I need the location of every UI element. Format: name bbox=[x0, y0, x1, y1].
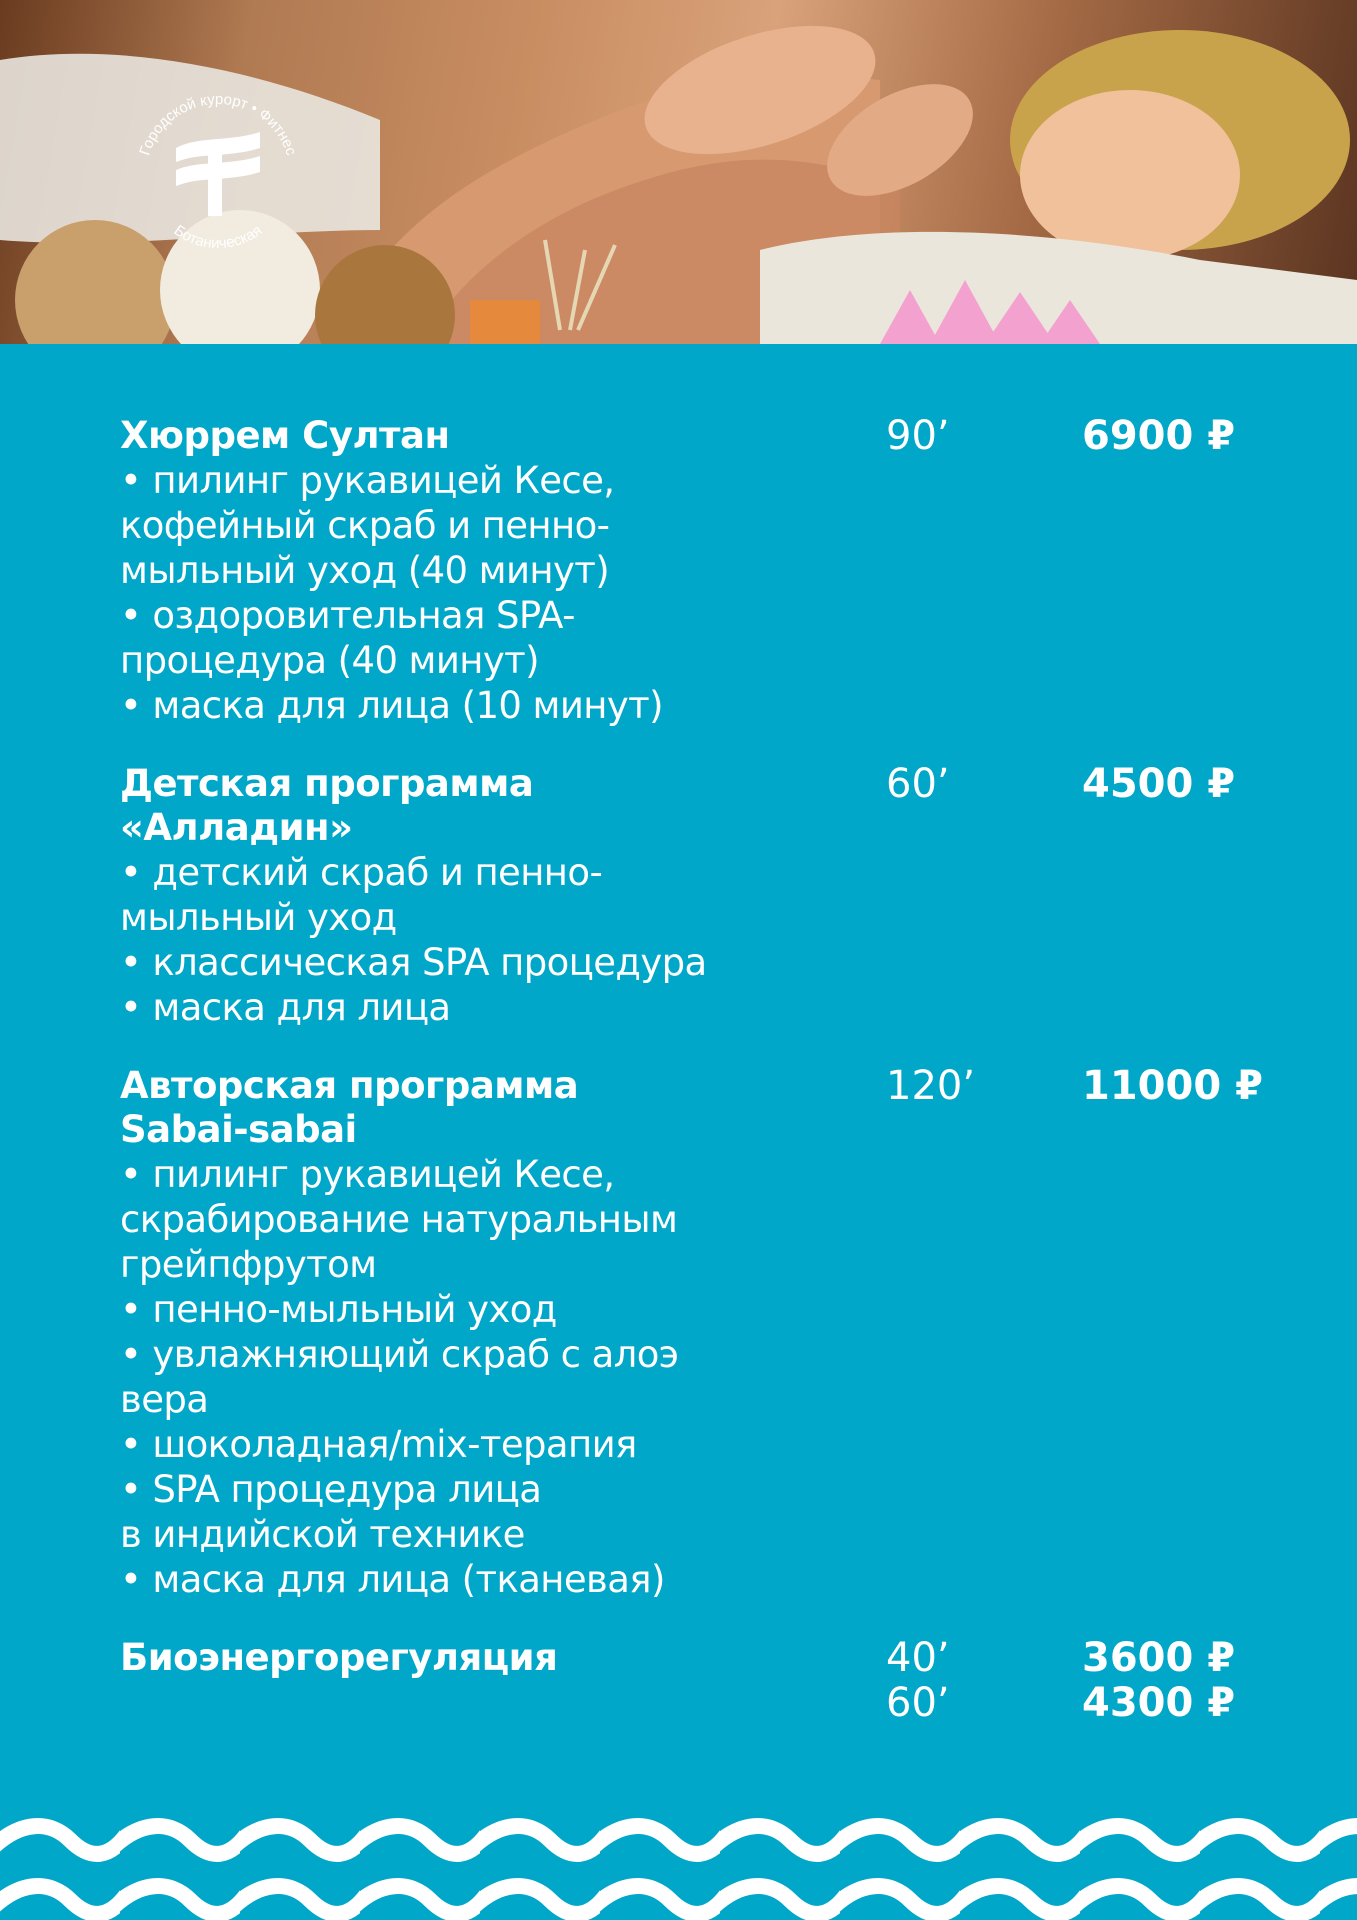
description-line: • классическая SPA процедура bbox=[120, 941, 707, 984]
duration bbox=[886, 762, 1026, 807]
price bbox=[1082, 1636, 1302, 1726]
menu-item-bioenergy bbox=[120, 1635, 1300, 1726]
description-line: • пилинг рукавицей Кесе, bbox=[120, 459, 615, 502]
duration bbox=[886, 1636, 1026, 1726]
description-line: процедура (40 минут) bbox=[120, 639, 539, 682]
duration bbox=[886, 414, 1026, 459]
duration bbox=[886, 1064, 1026, 1109]
menu-item-title: Хюррем Султан bbox=[120, 414, 450, 457]
duration-value: 60’ bbox=[886, 1680, 950, 1726]
price-value: 3600 ₽ bbox=[1082, 1635, 1236, 1681]
description-line: • шоколадная/mix-терапия bbox=[120, 1423, 637, 1466]
duration-value: 60’ bbox=[886, 761, 950, 807]
wave-pattern-footer bbox=[0, 1810, 1357, 1920]
description-line: • детский скраб и пенно- bbox=[120, 851, 603, 894]
description-line: • увлажняющий скраб с алоэ bbox=[120, 1333, 679, 1376]
menu-item-title: Авторская программа Sabai-sabai bbox=[120, 1064, 579, 1151]
description-line: грейпфрутом bbox=[120, 1243, 377, 1286]
menu-item-kids-aladdin bbox=[120, 762, 1300, 1030]
description-line: • маска для лица bbox=[120, 986, 451, 1029]
price bbox=[1082, 414, 1302, 459]
description-line: • маска для лица (тканевая) bbox=[120, 1558, 665, 1601]
price bbox=[1082, 1064, 1302, 1109]
price-value: 4300 ₽ bbox=[1082, 1680, 1236, 1726]
price-value: 4500 ₽ bbox=[1082, 761, 1236, 807]
description-line: мыльный уход (40 минут) bbox=[120, 549, 610, 592]
price bbox=[1082, 762, 1302, 807]
spa-menu bbox=[0, 344, 1357, 1810]
description-line: скрабирование натуральным bbox=[120, 1198, 678, 1241]
description-line: кофейный скраб и пенно- bbox=[120, 504, 610, 547]
menu-item-sabai-sabai bbox=[120, 1064, 1300, 1602]
description-line: • оздоровительная SPA- bbox=[120, 594, 575, 637]
description-line: мыльный уход bbox=[120, 896, 397, 939]
price-value: 11000 ₽ bbox=[1082, 1063, 1263, 1109]
description-line: в индийской технике bbox=[120, 1513, 525, 1556]
menu-item-hurrem-sultan bbox=[120, 414, 1300, 728]
logo-emblem-icon bbox=[176, 132, 260, 216]
wave-pattern-icon bbox=[0, 1810, 1357, 1920]
menu-item-title: Биоэнергорегуляция bbox=[120, 1636, 558, 1679]
hero-photo bbox=[0, 0, 1357, 344]
description-line: • маска для лица (10 минут) bbox=[120, 684, 663, 727]
description-line: • пенно-мыльный уход bbox=[120, 1288, 557, 1331]
menu-item-description bbox=[120, 1152, 1300, 1602]
menu-item-title: Детская программа «Алладин» bbox=[120, 762, 534, 849]
duration-value: 120’ bbox=[886, 1063, 976, 1109]
description-line: • пилинг рукавицей Кесе, bbox=[120, 1153, 615, 1196]
menu-item-description bbox=[120, 458, 1300, 728]
duration-value: 90’ bbox=[886, 413, 950, 459]
description-line: вера bbox=[120, 1378, 209, 1421]
duration-value: 40’ bbox=[886, 1635, 950, 1681]
price-value: 6900 ₽ bbox=[1082, 413, 1236, 459]
menu-item-description bbox=[120, 850, 1300, 1030]
logo-ring-text-top: Городской курорт • Фитнес bbox=[136, 90, 300, 158]
logo-ring-text-bottom: Ботаническая bbox=[170, 221, 266, 253]
brand-logo bbox=[118, 76, 318, 276]
description-line: • SPA процедура лица bbox=[120, 1468, 542, 1511]
